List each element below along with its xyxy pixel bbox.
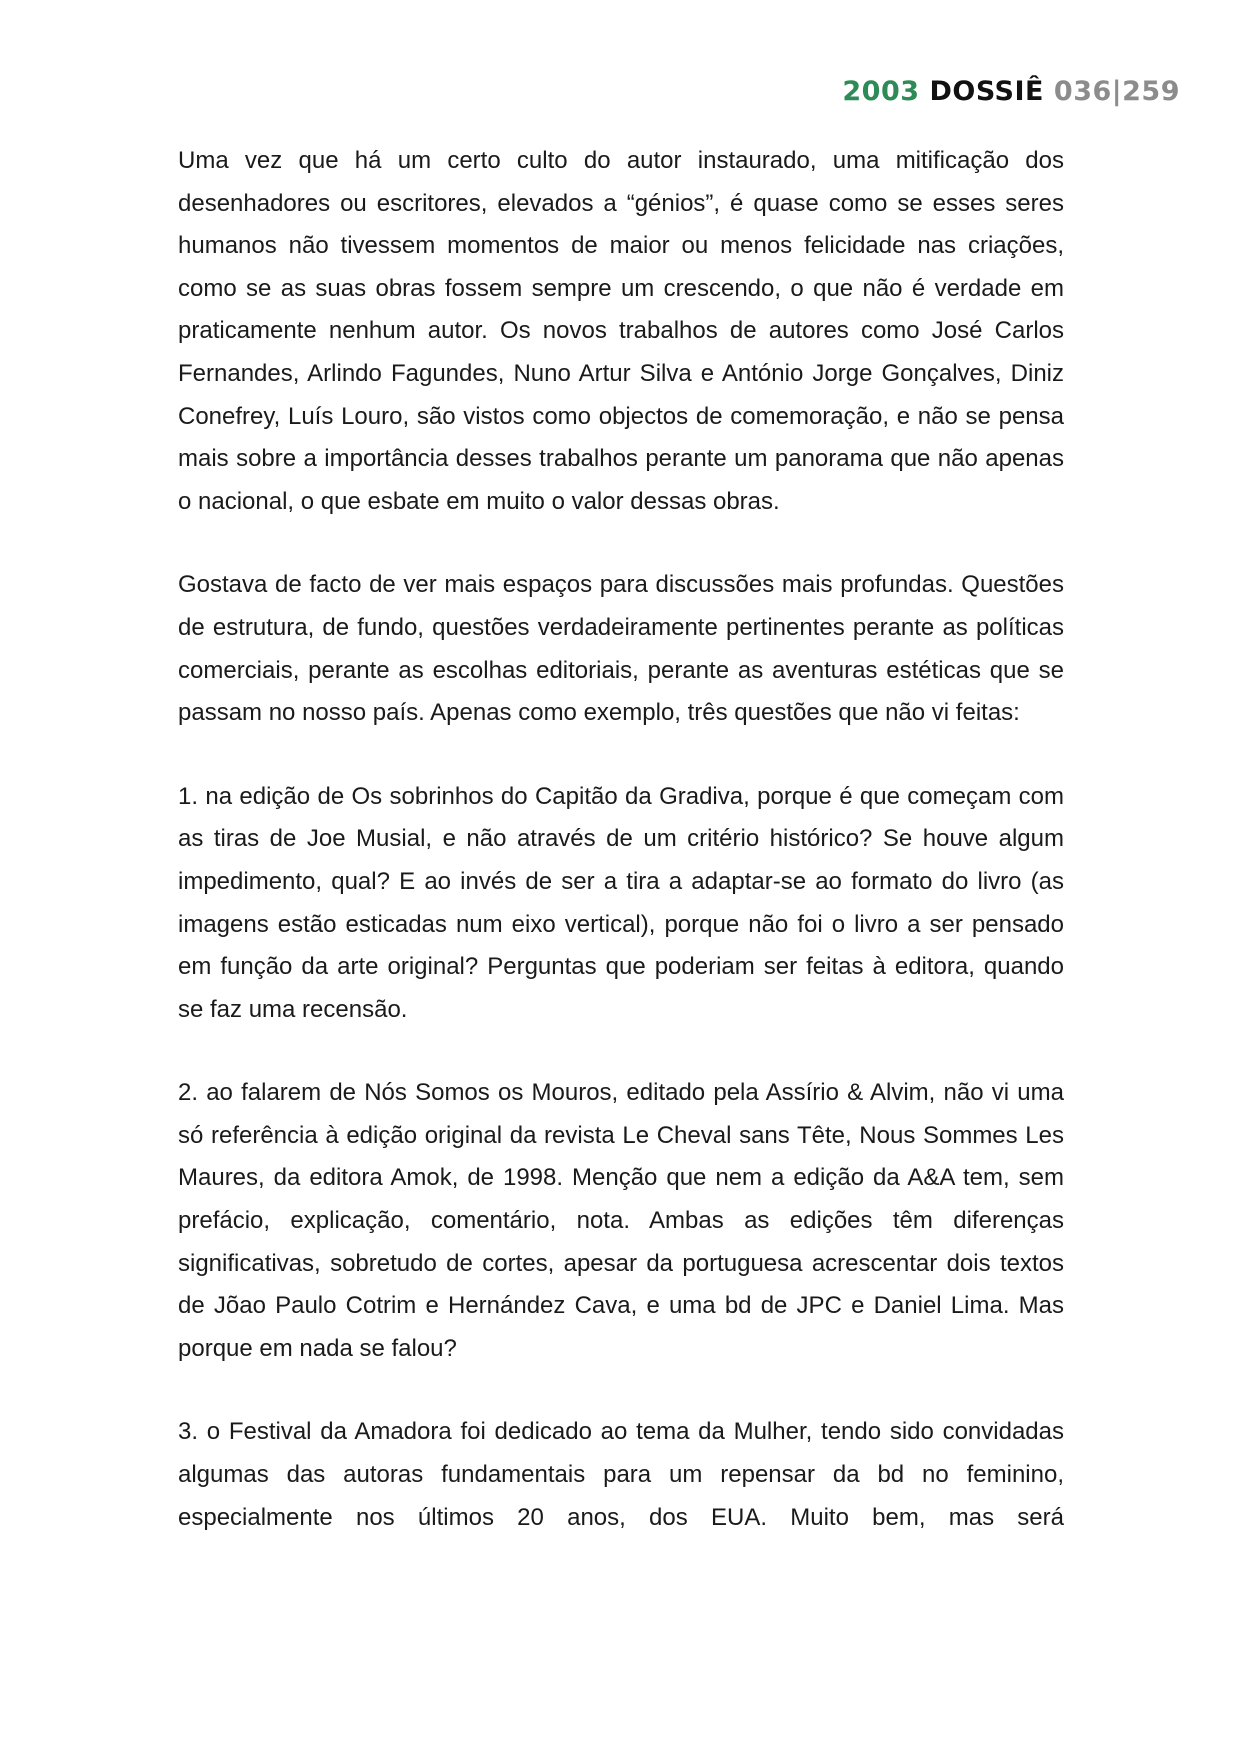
paragraph-discussions: Gostava de facto de ver mais espaços para discussões mais profundas. Questões de estrutura, de fundo, questões verdadeiramente pertinentes perante as políticas comerciais, perante as escolhas editoriais, perante as aventuras estéticas que se passam no nosso país. Apenas como exemplo, três questões que não vi feitas: bbox=[178, 571, 1064, 727]
paragraph-question-1: 1. na edição de Os sobrinhos do Capitão da Gradiva, porque é que começam com as tiras de Joe Musial, e não através de um critério histórico? Se houve algum impedimento, qual? E ao invés de ser a tira a adaptar-se ao formato do livro (as imagens estão esticadas num eixo vertical), porque não foi o livro a ser pensado em função da arte original? Perguntas que poderiam ser feitas à editora, quando se faz uma recensão. bbox=[178, 782, 1064, 1023]
paragraph-question-2: 2. ao falarem de Nós Somos os Mouros, editado pela Assírio & Alvim, não vi uma só referência à edição original da revista Le Cheval sans Tête, Nous Sommes Les Maures, da editora Amok, de 1998. Menção que nem a edição da A&A tem, sem prefácio, explicação, comentário, nota. Ambas as edições têm diferenças significativas, sobretudo de cortes, apesar da portuguesa acrescentar dois textos de Jõao Paulo Cotrim e Hernández Cava, e uma bd de JPC e Daniel Lima. Mas porque em nada se falou? bbox=[178, 1079, 1064, 1362]
page-header bbox=[842, 76, 1180, 107]
paragraph-author-cult: Uma vez que há um certo culto do autor instaurado, uma mitificação dos desenhadores ou escritores, elevados a “génios”, é quase como se esses seres humanos não tivessem momentos de maior ou menos felicidade nas criações, como se as suas obras fossem sempre um crescendo, o que não é verdade em praticamente nenhum autor. Os novos trabalhos de autores como José Carlos Fernandes, Arlindo Fagundes, Nuno Artur Silva e António Jorge Gonçalves, Diniz Conefrey, Luís Louro, são vistos como objectos de comemoração, e não se pensa mais sobre a importância desses trabalhos perante um panorama que não apenas o nacional, o que esbate em muito o valor dessas obras. bbox=[178, 147, 1064, 515]
page-number: 036|259 bbox=[1053, 76, 1180, 107]
header-title: DOSSIÊ bbox=[929, 76, 1044, 107]
body-text bbox=[178, 140, 1064, 1580]
header-year: 2003 bbox=[842, 76, 920, 107]
paragraph-question-3: 3. o Festival da Amadora foi dedicado ao tema da Mulher, tendo sido convidadas algumas das autoras fundamentais para um repensar da bd no feminino, especialmente nos últimos 20 anos, dos EUA. Muito bem, mas será bbox=[178, 1418, 1064, 1531]
